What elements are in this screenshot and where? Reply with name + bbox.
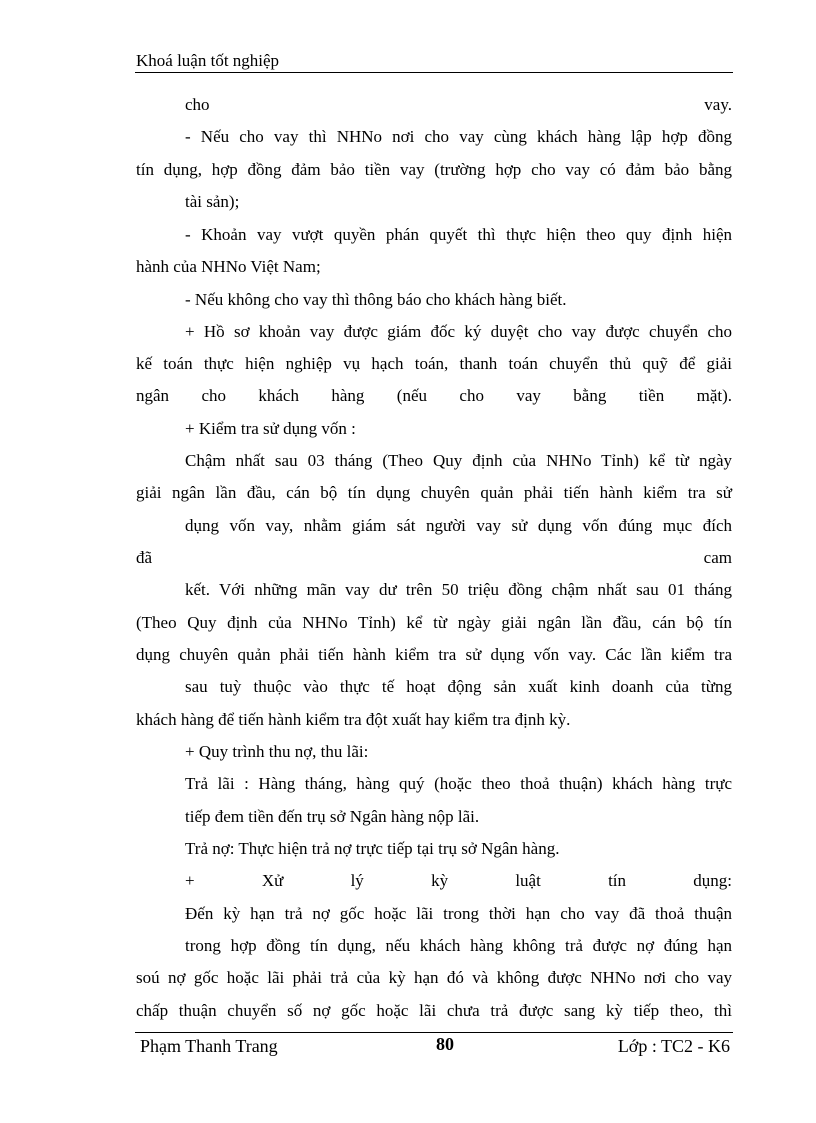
text-line: - Khoản vay vượt quyền phán quyết thì thực hiện theo quy định hiện: [185, 225, 732, 244]
text-line: hành của NHNo Việt Nam;: [136, 257, 321, 276]
footer-rule: [135, 1032, 733, 1033]
text-line: kế toán thực hiện nghiệp vụ hạch toán, thanh toán chuyển thủ quỹ để giải: [136, 354, 732, 373]
text-line: Trả lãi : Hàng tháng, hàng quý (hoặc theo thoả thuận) khách hàng trực: [185, 774, 732, 793]
page-number: 80: [436, 1034, 454, 1054]
text-line: sau tuỳ thuộc vào thực tế hoạt động sản xuất kinh doanh của từng: [185, 677, 732, 696]
text-line: tiếp đem tiền đến trụ sở Ngân hàng nộp lãi.: [185, 807, 480, 826]
text-line: dụng chuyên quản phải tiến hành kiểm tra sử dụng vốn vay. Các lần kiểm tra: [136, 645, 732, 664]
text-line: giải ngân lần đầu, cán bộ tín dụng chuyên quản phải tiến hành kiểm tra sử: [136, 483, 732, 502]
text-line: - Nếu cho vay thì NHNo nơi cho vay cùng khách hàng lập hợp đồng: [185, 127, 732, 146]
text-line: kết. Với những mãn vay dư trên 50 triệu đồng chậm nhất sau 01 tháng: [185, 580, 732, 599]
text-line: + Kiểm tra sử dụng vốn :: [185, 419, 356, 438]
text-line: đã cam: [136, 548, 732, 567]
footer-author: Phạm Thanh Trang: [140, 1036, 278, 1056]
text-line: - Nếu không cho vay thì thông báo cho khách hàng biết.: [185, 290, 567, 309]
text-line: + Hồ sơ khoản vay được giám đốc ký duyệt cho vay được chuyển cho: [185, 322, 732, 341]
text-line: dụng vốn vay, nhằm giám sát người vay sử dụng vốn đúng mục đích: [185, 516, 732, 535]
text-line: (Theo Quy định của NHNo Tỉnh) kể từ ngày giải ngân lần đầu, cán bộ tín: [136, 613, 732, 632]
text-line: tài sản);: [185, 192, 240, 211]
text-line: cho vay.: [185, 95, 732, 114]
text-line: Trả nợ: Thực hiện trả nợ trực tiếp tại trụ sở Ngân hàng.: [185, 839, 560, 858]
text-line: + Quy trình thu nợ, thu lãi:: [185, 742, 369, 761]
text-line: tín dụng, hợp đồng đảm bảo tiền vay (trường hợp cho vay có đảm bảo bằng: [136, 160, 732, 179]
text-line: khách hàng để tiến hành kiểm tra đột xuất hay kiểm tra định kỳ.: [136, 710, 571, 729]
text-line: ngân cho khách hàng (nếu cho vay bằng tiền mặt).: [136, 386, 732, 405]
header-title: Khoá luận tốt nghiệp: [136, 51, 280, 70]
text-line: chấp thuận chuyển số nợ gốc hoặc lãi chưa trả được sang kỳ tiếp theo, thì: [136, 1001, 732, 1020]
text-line: + Xử lý kỳ luật tín dụng:: [185, 871, 732, 890]
text-line: Đến kỳ hạn trả nợ gốc hoặc lãi trong thời hạn cho vay đã thoả thuận: [185, 904, 732, 923]
text-line: Chậm nhất sau 03 tháng (Theo Quy định của NHNo Tỉnh) kể từ ngày: [185, 451, 732, 470]
text-line: trong hợp đồng tín dụng, nếu khách hàng không trả được nợ đúng hạn: [185, 936, 732, 955]
text-line: soú nợ gốc hoặc lãi phải trả của kỳ hạn đó và không được NHNo nơi cho vay: [136, 968, 732, 987]
footer-class: Lớp : TC2 - K6: [617, 1036, 730, 1056]
